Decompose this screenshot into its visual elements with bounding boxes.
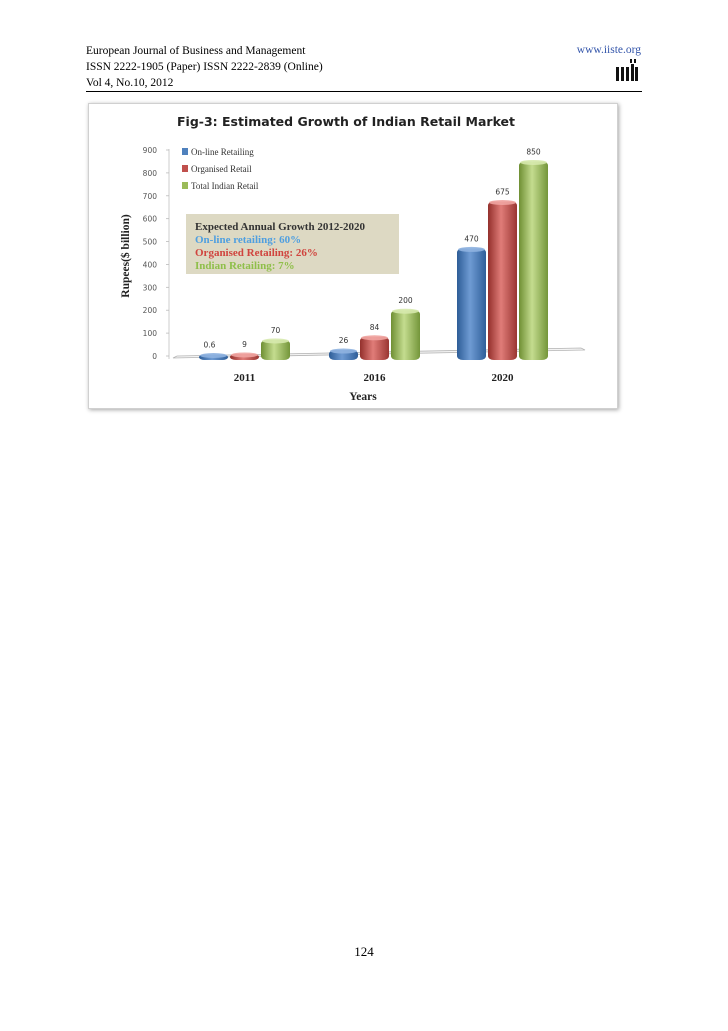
legend-label-online: On-line Retailing (191, 147, 254, 157)
volume-line: Vol 4, No.10, 2012 (86, 77, 174, 89)
iiste-logo (614, 58, 640, 84)
y-tick-label: 400 (142, 260, 157, 270)
y-axis-title: Rupees($ billion) (120, 214, 132, 298)
bar-top-organised-2016 (361, 335, 388, 340)
bar-total-2016 (391, 310, 420, 360)
y-axis-ticks (143, 146, 169, 361)
bar-top-online-2016 (330, 349, 357, 354)
category-labels (234, 372, 514, 384)
bar-value-label: 0.6 (203, 340, 216, 350)
chart-title: Fig-3: Estimated Growth of Indian Retail Market (177, 114, 515, 129)
page-number: 124 (354, 944, 374, 959)
chart-legend (182, 147, 259, 191)
bar-top-online-2011 (200, 353, 227, 358)
bar-value-label: 26 (338, 336, 349, 346)
bar-top-total-2020 (520, 160, 547, 165)
bar-top-total-2011 (262, 338, 289, 343)
legend-label-total: Total Indian Retail (191, 181, 259, 191)
y-tick-label: 600 (142, 214, 157, 224)
bar-value-label: 675 (495, 187, 510, 197)
bar-value-label: 84 (369, 322, 380, 332)
y-tick-label: 100 (142, 329, 157, 339)
bar-online-2020 (457, 248, 486, 360)
figure-frame (88, 103, 618, 409)
y-tick-label: 900 (142, 146, 157, 155)
bar-value-label: 200 (398, 296, 413, 306)
legend-swatch-organised (182, 165, 188, 172)
bar-value-label: 470 (464, 234, 479, 244)
bar-total-2020 (519, 161, 548, 360)
journal-website-link[interactable]: www.iiste.org (576, 44, 641, 56)
annotation-indian: Indian Retailing: 7% (195, 260, 295, 272)
annotation-organised: Organised Retailing: 26% (195, 247, 318, 259)
issn-line: ISSN 2222-1905 (Paper) ISSN 2222-2839 (Online) (86, 61, 323, 73)
y-tick-label: 300 (142, 283, 157, 293)
y-tick-label: 700 (142, 191, 157, 201)
annotation-title: Expected Annual Growth 2012-2020 (195, 221, 366, 233)
y-tick-label: 200 (142, 306, 157, 316)
annotation-online: On-line retailing: 60% (195, 234, 302, 246)
bar-top-total-2016 (392, 309, 419, 314)
category-label: 2011 (233, 372, 256, 384)
journal-name: European Journal of Business and Management (86, 45, 306, 57)
header-rule (86, 91, 642, 92)
bar-top-organised-2020 (489, 200, 516, 205)
bar-organised-2020 (488, 202, 517, 361)
legend-swatch-online (182, 148, 188, 155)
bar-top-online-2020 (458, 247, 485, 252)
retail-growth-chart (89, 104, 617, 408)
bar-value-label: 9 (242, 339, 247, 349)
bar-value-label: 70 (270, 325, 281, 335)
category-label: 2016 (363, 372, 386, 384)
legend-swatch-total (182, 182, 188, 189)
legend-label-organised: Organised Retail (191, 164, 252, 174)
y-tick-label: 500 (142, 237, 157, 247)
bar-value-label: 850 (526, 147, 541, 157)
y-tick-label: 0 (152, 352, 157, 361)
growth-annotation (186, 214, 399, 274)
category-label: 2020 (491, 372, 514, 384)
y-tick-label: 800 (142, 168, 157, 178)
bar-top-organised-2011 (231, 352, 258, 357)
x-axis-title: Years (349, 391, 377, 403)
